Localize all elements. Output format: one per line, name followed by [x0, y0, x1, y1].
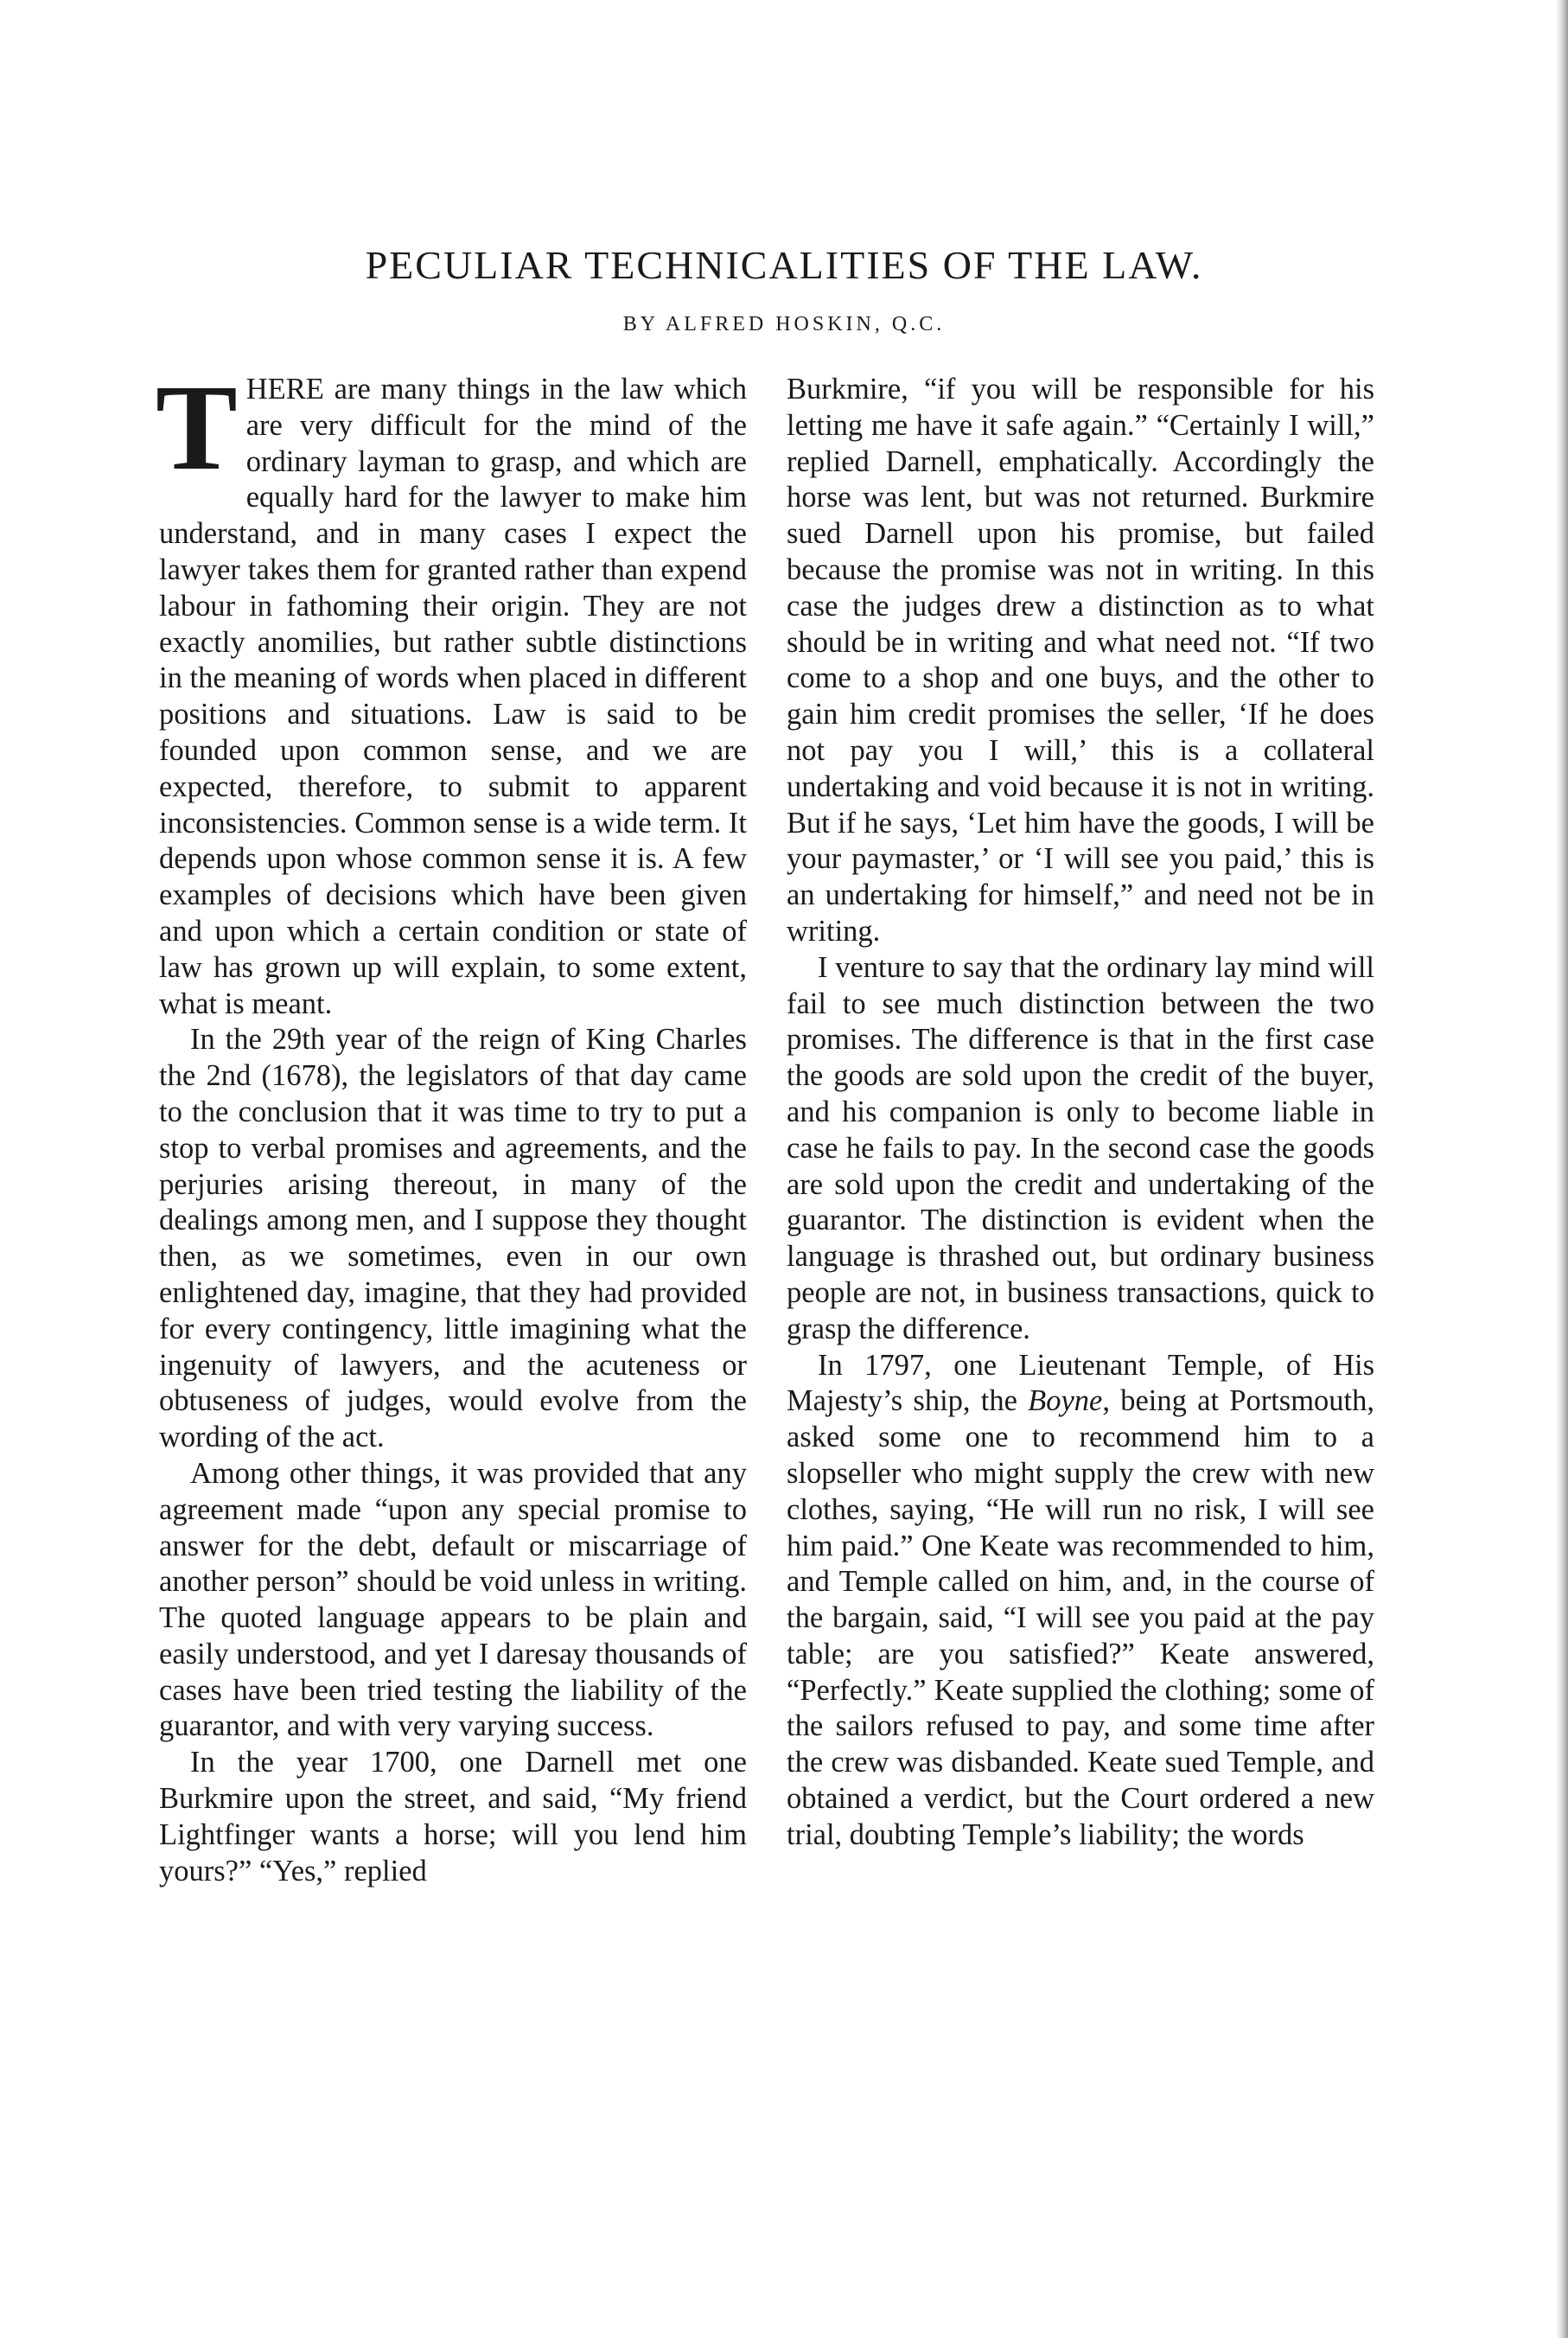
paragraph-1: [156, 359, 747, 1022]
article-byline: BY ALFRED HOSKIN, Q.C.: [622, 313, 946, 335]
drop-cap: T: [156, 359, 238, 495]
paragraph-2: In the 29th year of the reign of King Charles the 2nd (1678), the legislators of that day came to the conclusion that it was time to try to put a stop to verbal promises and agreements, and the perjuries arising thereout, in many of the dealings among men, and I suppose they thought then, as we sometimes, even in our own enlightened day, imagine, that they had provided for every contingency, little imagining what the ingenuity of lawyers, and the acuteness or obtuseness of judges, would evolve from the wording of the act.: [159, 1023, 747, 1454]
paragraph-6-text-b: , being at Portsmouth, asked some one to recommend him to a slopseller who might supply the crew with new clothes, saying, “He will run no risk, I will see him paid.” One Keate was recommended to him, and Temple called on him, and, in the course of the bargain, said, “I will see you paid at the pay table; are you satisfied?” Keate answered, “Perfectly.” Keate supplied the clothing; some of the sailors refused to pay, and some time after the crew was disbanded. Keate sued Temple, and obtained a verdict, but the Court ordered a new trial, doubting Temple’s liability; the words: [787, 1384, 1374, 1851]
paragraph-3: Among other things, it was provided that any agreement made “upon any special promise to answer for the debt, default or miscarriage of another person” should be void unless in writing. The quoted language appears to be plain and easily understood, and yet I daresay thousands of cases have been tried testing the liability of the guarantor, and with very varying success.: [159, 1456, 747, 1743]
paragraph-1-text: HERE are many things in the law which are very difficult for the mind of the ordinary layman to grasp, and which are equally hard for the lawyer to make him understand, and in many cases I expect the lawyer takes them for granted rather than expend labour in fathoming their origin. They are not exactly anomilies, but rather subtle distinctions in the meaning of words when placed in different positions and situations. Law is said to be founded upon common sense, and we are expected, therefore, to submit to apparent inconsistencies. Common sense is a wide term. It depends upon whose common sense it is. A few examples of decisions which have been given and upon which a certain condition or state of law has grown up will explain, to some extent, what is meant.: [159, 373, 747, 1020]
left-column: [156, 359, 747, 1889]
paragraph-5: I venture to say that the ordinary lay mind will fail to see much distinction between the two promises. The difference is that in the first case the goods are sold upon the credit of the buyer, and his companion is only to become liable in case he fails to pay. In the second case the goods are sold upon the credit and undertaking of the guarantor. The distinction is evident when the language is thrashed out, but ordinary business people are not, in business transactions, quick to grasp the difference.: [787, 950, 1374, 1345]
paragraph-6-text-a: In 1797, one Lieutenant Temple, of His Majesty’s ship, the: [787, 1348, 1374, 1418]
paragraph-4: In the year 1700, one Darnell met one Burkmire upon the street, and said, “My friend Lightfinger wants a horse; will you lend him yours?” “Yes,” replied: [159, 1746, 747, 1888]
ship-name: Boyne: [1028, 1384, 1103, 1418]
right-column: [787, 372, 1374, 1854]
article-title: PECULIAR TECHNICALITIES OF THE LAW.: [365, 243, 1203, 287]
paragraph-6: [787, 1348, 1374, 1854]
paragraph-continuation: Burkmire, “if you will be responsible for his letting me have it safe again.” “Certainly I will,” replied Darnell, emphatically. Accordingly the horse was lent, but was not returned. Burkmire sued Darnell upon his promise, but failed because the promise was not in writing. In this case the judges drew a distinction as to what should be in writing and what need not. “If two come to a shop and one buys, and the other to gain him credit promises the seller, ‘If he does not pay you I will,’ this is a collateral undertaking and void because it is not in writing. But if he says, ‘Let him have the goods, I will be your paymaster,’ or ‘I will see you paid,’ this is an undertaking for himself,” and need not be in writing.: [787, 373, 1374, 948]
page-edge-shadow: [1556, 0, 1568, 2338]
